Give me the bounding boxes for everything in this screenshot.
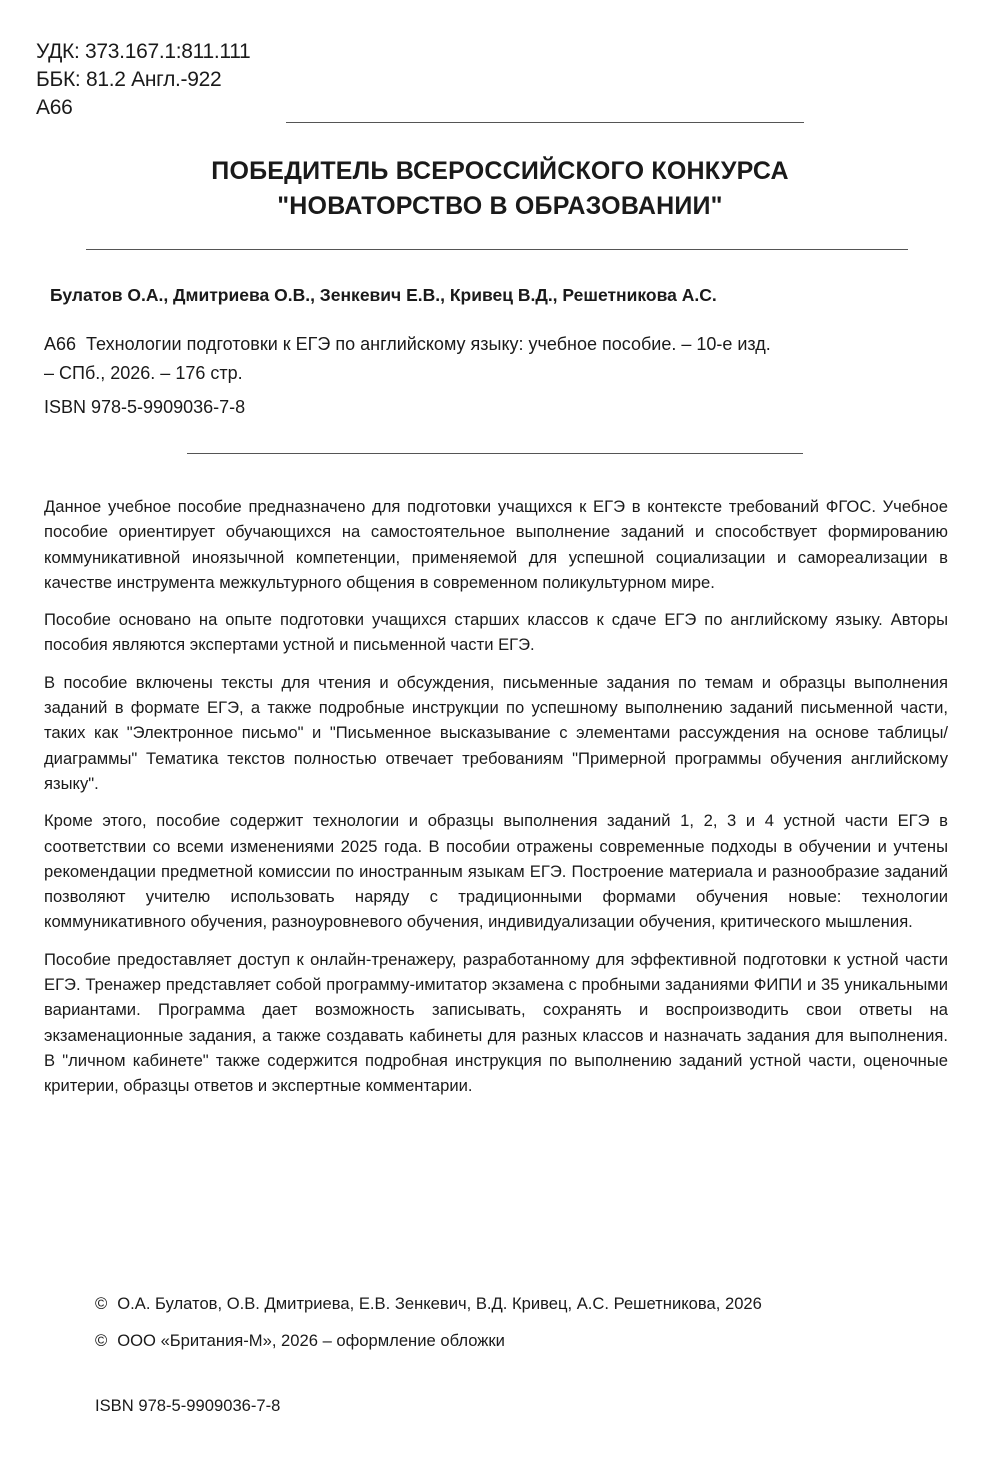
headline-line-1: ПОБЕДИТЕЛЬ ВСЕРОССИЙСКОГО КОНКУРСА [211,157,789,185]
author-mark: А66 [36,96,73,119]
award-headline [0,154,1000,224]
entry-imprint: – СПб., 2026. – 176 стр. [44,363,243,383]
bbk-code: ББК: 81.2 Англ.-922 [36,68,222,91]
entry-code: А66 [44,334,77,354]
annotation-text [44,494,948,1111]
annotation-paragraph: В пособие включены тексты для чтения и обсуждения, письменные задания по темам и образцы выполнения заданий в формате ЕГЭ, а также подробные инструкции по успешному выполнению заданий письменной части, таких как "Электронное письмо" и "Письменное высказывание с элементами рассуждения на основе таблицы/диаграммы" Тематика текстов полностью отвечает требованиям "Примерной программы обучения английскому языку". [44,672,948,793]
annotation-paragraph: Кроме этого, пособие содержит технологии и образцы выполнения заданий 1, 2, 3 и 4 устной части ЕГЭ в соответствии со всеми изменениями 2025 года. В пособии отражены современные подходы в обучении и учтены рекомендации предметной комиссии по иностранным языкам ЕГЭ. Построение материала и разнообразие заданий позволяют учителю использовать наряду с традиционными формами обучения новые: технологии коммуникативного обучения, разноуровневого обучения, индивидуализации обучения, критического мышления. [44,811,948,932]
copyright-authors-text: О.А. Булатов, О.В. Дмитриева, Е.В. Зенкевич, В.Д. Кривец, А.С. Решетникова, 2026 [117,1294,762,1313]
annotation-paragraph: Пособие предоставляет доступ к онлайн-тренажеру, разработанному для эффективной подготовки к устной части ЕГЭ. Тренажер представляет собой программу-имитатор экзамена с пробными заданиями ФИПИ и 35 уникальными вариантами. Программа дает возможность записывать, сохранять и воспроизводить свои ответы на экзаменационные задания, а также создавать кабинеты для разных классов и назначать задания для выполнения. В "личном кабинете" также содержится подробная инструкция по выполнению заданий устной части, оценочные критерии, образцы ответов и экспертные комментарии. [44,949,948,1096]
footer-isbn: ISBN 978-5-9909036-7-8 [95,1396,281,1415]
divider-top [286,122,804,123]
catalog-entry [44,330,924,388]
divider-bottom [187,453,803,454]
annotation-paragraph: Пособие основано на опыте подготовки учащихся старших классов к сдаче ЕГЭ по английскому языку. Авторы пособия являются экспертами устной и письменной части ЕГЭ. [44,610,948,655]
copyright-authors [95,1294,762,1314]
udk-code: УДК: 373.167.1:811.111 [36,40,251,63]
copyright-publisher [95,1331,505,1351]
bibliographic-block [36,38,250,122]
entry-isbn: ISBN 978-5-9909036-7-8 [44,397,246,417]
entry-title: Технологии подготовки к ЕГЭ по английскому языку: учебное пособие. – 10-е изд. [86,334,771,354]
divider-middle [86,249,908,250]
copyright-icon: © [95,1331,108,1350]
headline-line-2: "НОВАТОРСТВО В ОБРАЗОВАНИИ" [277,192,723,220]
annotation-paragraph: Данное учебное пособие предназначено для подготовки учащихся к ЕГЭ в контексте требований ФГОС. Учебное пособие ориентирует обучающихся на самостоятельное выполнение заданий и способствует формированию коммуникативной иноязычной компетенции, применяемой для успешной социализации и самореализации в качестве инструмента межкультурного общения в современном поликультурном мире. [44,497,948,592]
authors-line: Булатов О.А., Дмитриева О.В., Зенкевич Е.В., Кривец В.Д., Решетникова А.С. [50,285,717,305]
copyright-publisher-text: ООО «Британия-М», 2026 – оформление обложки [117,1331,505,1350]
copyright-icon: © [95,1294,108,1313]
